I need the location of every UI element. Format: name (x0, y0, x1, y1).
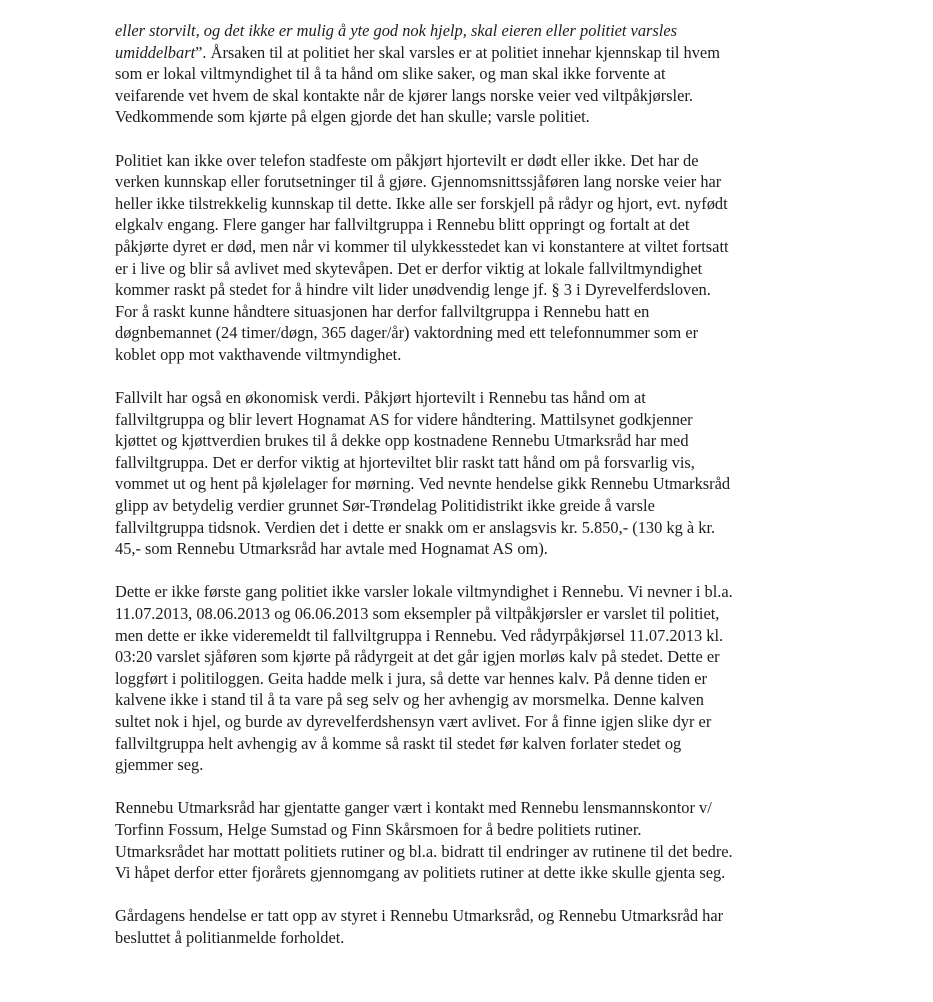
text-line: døgnbemannet (24 timer/døgn, 365 dager/år) vaktordning med ett telefonnummer som er (115, 323, 699, 343)
text-line: Dette er ikke første gang politiet ikke varsler lokale viltmyndighet i Rennebu. Vi nevner i bl.a. (115, 582, 733, 602)
text-line: kjøttet og kjøttverdien brukes til å dekke opp kostnadene Rennebu Utmarksråd har med (115, 431, 689, 451)
paragraph-6 (115, 905, 910, 948)
text-line: sultet nok i hjel, og burde av dyrevelferdshensyn vært avlivet. For å finne igjen slike dyr er (115, 712, 712, 731)
text-line: Vedkommende som kjørte på elgen gjorde det han skulle; varsle politiet. (115, 107, 590, 127)
italic-quote: eller storvilt, og det ikke er mulig å yte god nok hjelp, skal eieren eller politiet varsles (115, 21, 677, 40)
text-line: loggført i politiloggen. Geita hadde melk i jura, så dette var hennes kalv. På denne tiden er (115, 668, 708, 688)
text-line: glipp av betydelig verdier grunnet Sør-Trøndelag Politidistrikt ikke greide å varsle (115, 496, 655, 516)
text-line: Politiet kan ikke over telefon stadfeste om påkjørt hjortevilt er dødt eller ikke. Det har de (115, 150, 699, 170)
text-line: men dette er ikke videremeldt til fallviltgruppa i Rennebu. Ved rådyrpåkjørsel 11.07.2013 kl. (115, 625, 724, 645)
text-line: fallviltgruppa. Det er derfor viktig at hjorteviltet blir raskt tatt hånd om på forsvarlig vis, (115, 452, 695, 472)
text-line: 45,- som Rennebu Utmarksråd har avtale med Hognamat AS om). (115, 539, 548, 559)
text-line: heller ikke tilstrekkelig kunnskap til dette. Ikke alle ser forskjell på rådyr og hjort, evt. nyfødt (115, 193, 728, 213)
text-line: påkjørte dyret er død, men når vi kommer til ulykkesstedet kan vi konstantere at viltet fortsatt (115, 236, 729, 256)
text-line: 11.07.2013, 08.06.2013 og 06.06.2013 som eksempler på viltpåkjørsler er varslet til politiet, (115, 604, 720, 624)
text-line: Gårdagens hendelse er tatt opp av styret i Rennebu Utmarksråd, og Rennebu Utmarksråd har (115, 906, 724, 926)
text-line: fallviltgruppa helt avhengig av å komme så raskt til stedet før kalven forlater stedet og (115, 733, 682, 753)
text-line: kommer raskt på stedet for å hindre vilt lider unødvendig lenge jf. § 3 i Dyrevelferdsloven. (115, 280, 711, 300)
text-line: elgkalv engang. Flere ganger har fallviltgruppa i Rennebu blitt oppringt og fortalt at det (115, 215, 690, 235)
text-line: er i live og blir så avlivet med skytevåpen. Det er derfor viktig at lokale fallviltmyndighet (115, 258, 703, 278)
text-line: Fallvilt har også en økonomisk verdi. Påkjørt hjortevilt i Rennebu tas hånd om at (115, 388, 646, 408)
text-line: Vi håpet derfor etter fjorårets gjennomgang av politiets rutiner at dette ikke skulle gjenta seg. (115, 863, 726, 883)
text-line: Torfinn Fossum, Helge Sumstad og Finn Skårsmoen for å bedre politiets rutiner. (115, 819, 642, 839)
text-line: besluttet å politianmelde forholdet. (115, 927, 345, 947)
text-line: umiddelbart”. Årsaken til at politiet her skal varsles er at politiet innehar kjennskap til hvem (115, 42, 720, 62)
text-line: Utmarksrådet har mottatt politiets rutiner og bl.a. bidratt til endringer av rutinene til det bedre. (115, 841, 733, 861)
text-line: For å raskt kunne håndtere situasjonen har derfor fallviltgruppa i Rennebu hatt en (115, 301, 650, 321)
text-line: 03:20 varslet sjåføren som kjørte på rådyrgeit at det går igjen morløs kalv på stedet. Dette er (115, 647, 720, 667)
text-line: som er lokal viltmyndighet til å ta hånd om slike saker, og man skal ikke forvente at (115, 64, 666, 84)
document-page (115, 20, 910, 970)
text-line: fallviltgruppa og blir levert Hognamat AS for videre håndtering. Mattilsynet godkjenner (115, 409, 693, 429)
italic-quote: umiddelbart (115, 42, 196, 62)
text-line (115, 20, 910, 42)
paragraph-1 (115, 20, 910, 128)
text-line: fallviltgruppa tidsnok. Verdien det i dette er snakk om er anslagsvis kr. 5.850,- (130 kg à kr. (115, 517, 716, 537)
text-line: verken kunnskap eller forutsetninger til å gjøre. Gjennomsnittssjåføren lang norske veier har (115, 172, 722, 192)
text-line: veifarende vet hvem de skal kontakte når de kjører langs norske veier ved viltpåkjørsler. (115, 85, 694, 105)
text-line: Rennebu Utmarksråd har gjentatte ganger vært i kontakt med Rennebu lensmannskontor v/ (115, 798, 712, 818)
paragraph-3 (115, 387, 910, 560)
paragraph-2 (115, 150, 910, 366)
text-line: vommet ut og hent på kjølelager for mørning. Ved nevnte hendelse gikk Rennebu Utmarksråd (115, 474, 731, 494)
text-line: koblet opp mot vakthavende viltmyndighet. (115, 344, 402, 364)
paragraph-4 (115, 581, 910, 775)
text-line: kalvene ikke i stand til å ta vare på seg selv og her avhengig av morsmelka. Denne kalven (115, 690, 704, 710)
text-line: gjemmer seg. (115, 755, 204, 775)
paragraph-5 (115, 797, 910, 883)
